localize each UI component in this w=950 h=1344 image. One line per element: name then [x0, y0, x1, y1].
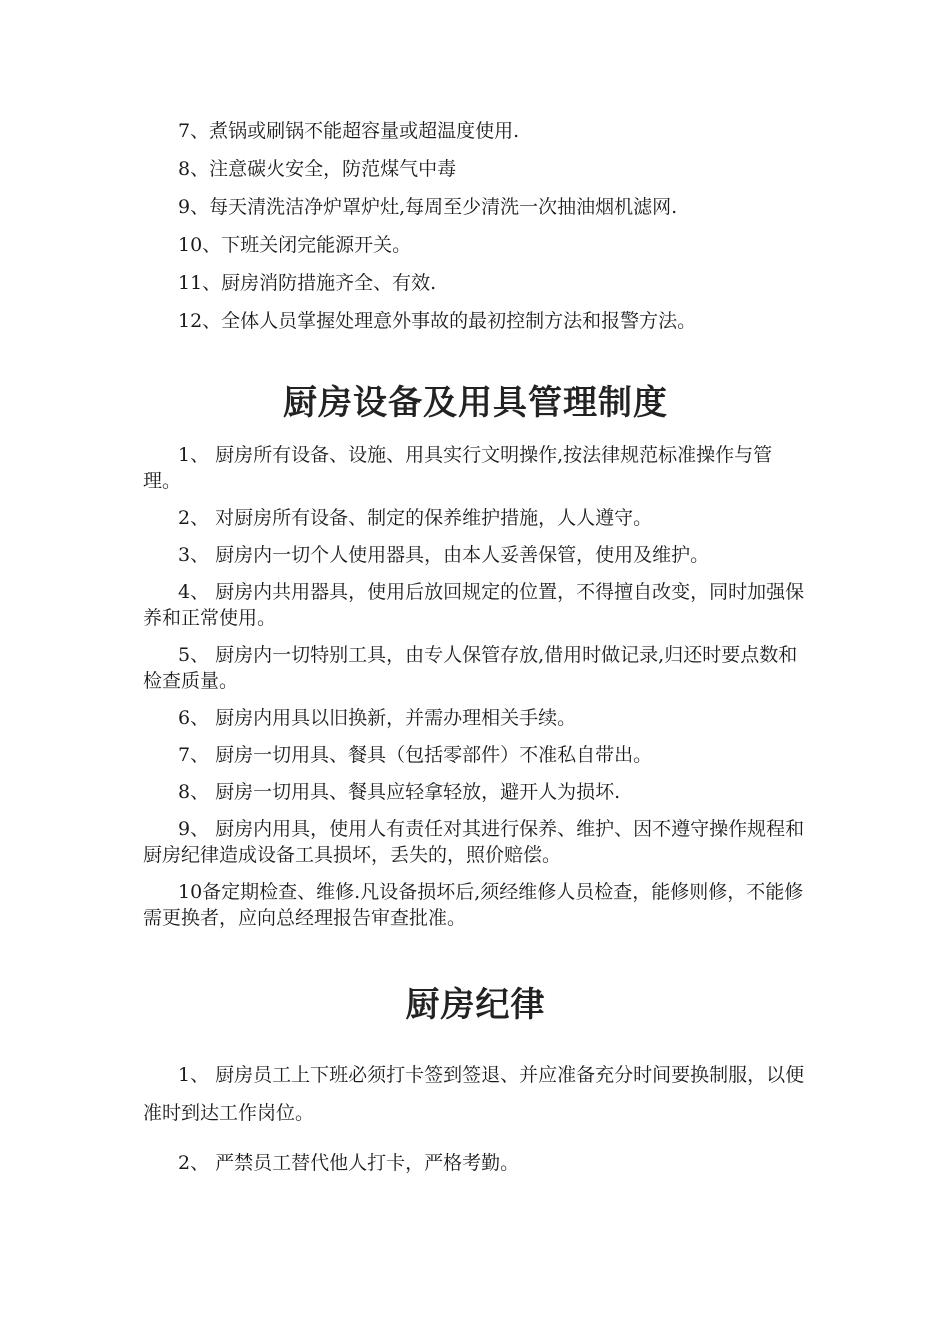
- list-item: 7、煮锅或刷锅不能超容量或超温度使用.: [178, 120, 520, 142]
- discipline-rules-list: [143, 1056, 808, 1182]
- list-item: 5、 厨房内一切特别工具，由专人保管存放,借用时做记录,归还时要点数和检查质量。: [143, 644, 798, 692]
- list-item: 10备定期检查、维修.凡设备损坏后,须经维修人员检查，能修则修，不能修需更换者，应向总经理报告审查批准。: [143, 881, 804, 929]
- list-item: 11、厨房消防措施齐全、有效.: [178, 272, 437, 294]
- list-item: 2、 对厨房所有设备、制定的保养维护措施，人人遵守。: [178, 507, 653, 529]
- list-item: 3、 厨房内一切个人使用器具，由本人妥善保管，使用及维护。: [178, 544, 710, 566]
- section-title-discipline: 厨房纪律: [405, 985, 546, 1025]
- list-item: 9、每天清洗洁净炉罩炉灶,每周至少清洗一次抽油烟机滤网.: [178, 196, 678, 218]
- list-item: 1、 厨房员工上下班必须打卡签到签退、并应准备充分时间要换制服，以便准时到达工作岗位。: [143, 1064, 805, 1124]
- list-item: 4、 厨房内共用器具，使用后放回规定的位置，不得擅自改变，同时加强保养和正常使用。: [143, 581, 805, 629]
- intro-list: [143, 118, 808, 334]
- list-item: 7、 厨房一切用具、餐具（包括零部件）不准私自带出。: [178, 744, 653, 766]
- list-item: 10、下班关闭完能源开关。: [178, 234, 412, 256]
- equipment-rules-list: [143, 442, 808, 931]
- list-item: 6、 厨房内用具以旧换新，并需办理相关手续。: [178, 707, 577, 729]
- list-item: 8、 厨房一切用具、餐具应轻拿轻放，避开人为损坏.: [178, 781, 621, 803]
- section-title-equipment: 厨房设备及用具管理制度: [283, 383, 668, 423]
- list-item: 1、 厨房所有设备、设施、用具实行文明操作,按法律规范标准操作与管理。: [143, 444, 773, 492]
- document-body: [143, 118, 808, 1194]
- list-item: 12、全体人员掌握处理意外事故的最初控制方法和报警方法。: [178, 310, 697, 332]
- list-item: 2、 严禁员工替代他人打卡，严格考勤。: [178, 1152, 520, 1174]
- list-item: 8、注意碳火安全，防范煤气中毒: [178, 158, 457, 180]
- list-item: 9、 厨房内用具，使用人有责任对其进行保养、维护、因不遵守操作规程和厨房纪律造成设备工具损坏，丢失的，照价赔偿。: [143, 818, 805, 866]
